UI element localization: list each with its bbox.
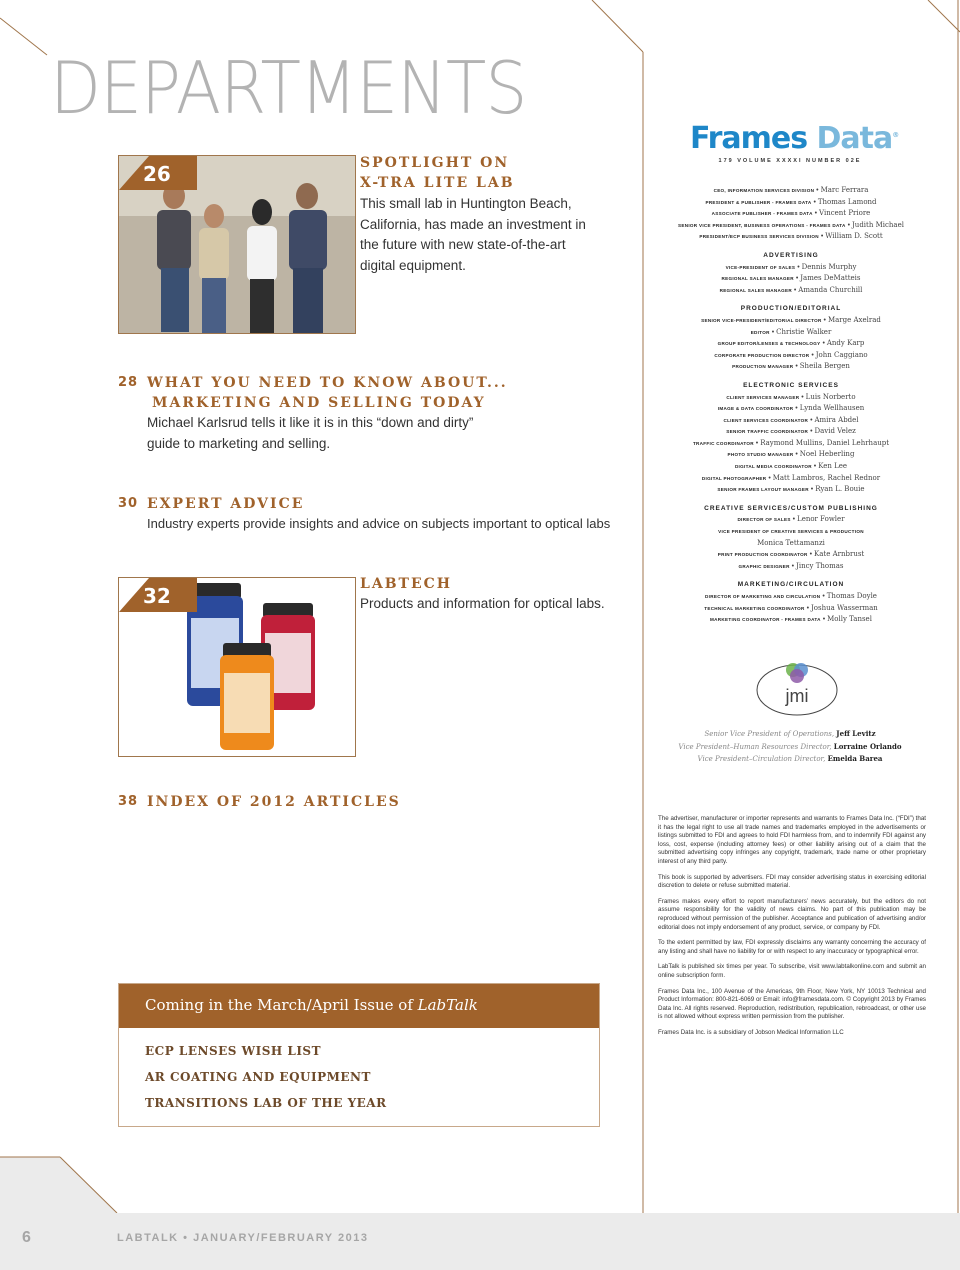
staff-name: John Caggiano (815, 350, 868, 359)
masthead-row (660, 614, 922, 626)
bullet-separator: • (818, 233, 826, 241)
masthead-row (660, 350, 922, 362)
officers-list (656, 728, 924, 766)
staff-name: David Velez (814, 427, 856, 436)
staff-name: Sheila Bergen (799, 362, 850, 371)
bullet-separator: • (789, 562, 797, 570)
bullet-separator: • (814, 187, 821, 194)
staff-name: Amira Abdel (814, 415, 859, 424)
masthead-row (660, 262, 922, 274)
staff-role: REGIONAL SALES MANAGER (721, 276, 794, 282)
staff-role: ASSOCIATE PUBLISHER - FRAMES DATA (711, 211, 813, 217)
staff-role: GRAPHIC DESIGNER (738, 563, 790, 569)
bullet-separator: • (804, 604, 811, 612)
footer-publication: LABTALK • JANUARY/FEBRUARY 2013 (117, 1232, 369, 1244)
masthead-row (660, 426, 922, 438)
masthead-row (660, 449, 922, 461)
staff-role: TECHNICAL MARKETING COORDINATOR (704, 605, 805, 611)
bullet-separator: • (811, 463, 819, 471)
masthead-row (660, 392, 922, 404)
bullet-separator: • (808, 428, 815, 436)
bullet-separator: • (793, 275, 801, 283)
staff-role: SENIOR VICE-PRESIDENT/EDITORIAL DIRECTOR (701, 317, 822, 323)
staff-name: Judith Michael (852, 220, 904, 229)
story-30-blurb: Industry experts provide insights and advice on subjects important to optical labs (147, 516, 611, 531)
masthead-row (660, 549, 922, 561)
story-page-number: 38 (118, 794, 139, 809)
coming-next-issue-box (118, 983, 600, 1127)
coming-item: AR COATING AND EQUIPMENT (145, 1070, 371, 1084)
staff-role: GROUP EDITOR/LENSES & TECHNOLOGY (717, 341, 821, 347)
headline-line: X-TRA LITE LAB (360, 175, 515, 191)
staff-role: DIRECTOR OF MARKETING AND CIRCULATION (705, 594, 821, 599)
staff-name: Ken Lee (818, 462, 848, 471)
masthead-row (660, 338, 922, 350)
officer-name: Lorraine Orlando (833, 741, 902, 751)
staff-name: Lynda Wellhausen (799, 404, 865, 413)
staff-name: Marge Axelrad (827, 315, 881, 324)
story-32-headline[interactable]: LABTECH (360, 576, 452, 592)
staff-name: Marc Ferrara (820, 186, 869, 194)
bullet-separator: • (793, 405, 800, 413)
story-26-photo[interactable] (118, 155, 356, 334)
legal-paragraph: Frames Data Inc. is a subsidiary of Jobson Medical Information LLC (658, 1028, 844, 1036)
masthead-row (660, 603, 922, 615)
staff-role: CLIENT SERVICES MANAGER (726, 394, 800, 400)
legal-paragraph: LabTalk is published six times per year. To subscribe, visit www.labtalkonline.com and submit an online subscription form. (658, 963, 926, 979)
staff-role: DIGITAL MEDIA COORDINATOR (734, 464, 812, 470)
bullet-separator: • (809, 351, 816, 359)
masthead-row (660, 327, 922, 339)
legal-paragraph: Frames makes every effort to report manufacturers’ news accurately, but the editors do not assume responsibility for the validity of news claims. No part of this publication may be reproduced without permission of the publisher. Acceptance and publication of advertising and/or editorial does not imply endorsement of any product, service, or company by FDI. (658, 897, 926, 931)
masthead-row (660, 315, 922, 327)
masthead-row (660, 197, 922, 209)
bullet-separator: • (821, 316, 828, 324)
staff-role: TRAFFIC COORDINATOR (692, 440, 754, 446)
staff-role: CEO, INFORMATION SERVICES DIVISION (713, 188, 815, 193)
story-28-headline[interactable] (147, 373, 508, 413)
staff-name: William D. Scott (825, 232, 883, 241)
staff-role: PRESIDENT/ECP BUSINESS SERVICES DIVISION (699, 234, 819, 240)
headline-line: SPOTLIGHT ON (360, 155, 510, 171)
masthead-section-heading: CREATIVE SERVICES/CUSTOM PUBLISHING (704, 504, 878, 512)
bullet-separator: • (793, 451, 800, 459)
story-38-headline[interactable]: INDEX OF 2012 ARTICLES (147, 794, 401, 810)
masthead-row (660, 185, 922, 197)
officer-title: Vice President–Circulation Director, (697, 755, 828, 763)
story-number: 26 (143, 162, 171, 186)
legal-notice (658, 815, 926, 1044)
staff-name: Jincy Thomas (796, 561, 844, 570)
bullet-separator: • (769, 328, 777, 336)
masthead-row (660, 285, 922, 297)
staff-name: Vincent Priore (819, 209, 871, 218)
blurb-line: Michael Karlsrud tells it like it is in this “down and dirty” (147, 415, 474, 430)
staff-name: Ryan L. Bouie (815, 485, 865, 494)
blurb-line: This small lab in Huntington Beach, (360, 196, 572, 211)
frames-data-logo (690, 121, 899, 156)
blurb-line: guide to marketing and selling. (147, 435, 331, 451)
blurb-line: digital equipment. (360, 257, 466, 273)
staff-role: PRESIDENT & PUBLISHER - FRAMES DATA (705, 199, 812, 205)
headline-line: WHAT YOU NEED TO KNOW ABOUT... (147, 375, 508, 391)
staff-name: Raymond Mullins, Daniel Lehrhaupt (760, 438, 890, 447)
staff-role: VICE-PRESIDENT OF SALES (725, 264, 796, 270)
jmi-logo (755, 660, 839, 716)
masthead-section-heading: ELECTRONIC SERVICES (743, 381, 839, 389)
bullet-separator: • (807, 551, 814, 559)
officer-row (656, 753, 924, 766)
staff-name: Amanda Churchill (798, 285, 863, 294)
staff-role: SENIOR FRAMES LAYOUT MANAGER (717, 487, 809, 493)
page-number: 6 (22, 1229, 31, 1246)
bullet-separator: • (845, 221, 852, 229)
masthead-row (660, 484, 922, 496)
staff-name: Andy Karp (826, 339, 865, 348)
staff-name: Kate Arnbrust (814, 550, 865, 559)
title-prefix: Coming in the March/April Issue of (145, 996, 418, 1014)
coming-next-issue-title (145, 996, 478, 1014)
bullet-separator: • (795, 263, 802, 271)
staff-name: Luis Norberto (805, 392, 856, 401)
registered-mark: ® (892, 131, 899, 139)
masthead-row (660, 438, 922, 450)
story-number: 32 (143, 584, 171, 608)
bullet-separator: • (766, 474, 773, 482)
staff-name: Thomas Lamond (817, 197, 877, 206)
staff-name: Thomas Doyle (826, 592, 877, 600)
staff-role: CLIENT SERVICES COORDINATOR (723, 417, 809, 423)
masthead-row (660, 361, 922, 373)
masthead-row (660, 231, 922, 243)
staff-name: Matt Lambros, Rachel Rednor (772, 473, 881, 482)
bullet-separator: • (808, 486, 816, 494)
story-page-number: 28 (118, 375, 139, 390)
masthead-staff (660, 185, 922, 626)
staff-role: SENIOR VICE PRESIDENT, BUSINESS OPERATIONS - FRAMES DATA (678, 222, 846, 228)
masthead-row (660, 538, 922, 550)
story-28-blurb (147, 413, 473, 454)
masthead-row (660, 514, 922, 526)
bullet-separator: • (820, 593, 827, 600)
bullet-separator: • (790, 516, 798, 524)
staff-role: DIRECTOR OF SALES (737, 517, 791, 523)
masthead-section-heading: PRODUCTION/EDITORIAL (740, 305, 842, 313)
staff-name: Monica Tettamanzi (757, 538, 825, 547)
staff-role: REGIONAL SALES MANAGER (719, 287, 792, 293)
bullet-separator: • (808, 416, 815, 424)
officer-name: Jeff Levitz (836, 729, 876, 738)
staff-name: Noel Heberling (799, 450, 855, 459)
masthead-row (660, 561, 922, 573)
staff-role: PRINT PRODUCTION COORDINATOR (717, 552, 808, 558)
officer-title: Senior Vice President of Operations, (704, 730, 837, 738)
masthead-section-heading: ADVERTISING (763, 251, 819, 259)
legal-paragraph: Frames Data Inc., 100 Avenue of the Americas, 9th Floor, New York, NY 10013 Technical and Product Information: 800-821-6069 or Email: info@framesdata.com. © Copyright 2013 by Frames Data Inc. All rights reserved. Reproduction, redistribution, republication, rebroadcast, or other use is not allowed without express written permission from the publisher. (658, 987, 926, 1021)
publication-name: LabTalk (417, 996, 478, 1014)
bullet-separator: • (820, 340, 827, 348)
staff-role: DIGITAL PHOTOGRAPHER (701, 475, 767, 481)
masthead-row (660, 403, 922, 415)
legal-paragraph: This book is supported by advertisers. FDI may consider advertising status in exercising editorial discretion to delete or refuse submitted material. (658, 873, 926, 890)
story-26-headline[interactable] (360, 153, 515, 193)
bullet-separator: • (799, 393, 806, 401)
headline-line: MARKETING AND SELLING TODAY (152, 395, 486, 411)
masthead-row (660, 461, 922, 473)
masthead-row (660, 415, 922, 427)
masthead-row (660, 208, 922, 220)
staff-name: James DeMatteis (800, 274, 861, 283)
masthead-row (660, 473, 922, 485)
staff-role: MARKETING COORDINATOR - FRAMES DATA (710, 617, 821, 623)
bullet-separator: • (791, 286, 799, 294)
bullet-separator: • (793, 363, 800, 371)
bullet-separator: • (811, 198, 818, 206)
coming-item: ECP LENSES WISH LIST (145, 1044, 322, 1058)
legal-paragraph: To the extent permitted by law, FDI expressly disclaims any warranty concerning the accuracy of any listing and shall have no liability for or with respect to any inaccuracy or typographical error. (658, 939, 926, 955)
staff-role: PRODUCTION MANAGER (732, 364, 794, 370)
staff-role: EDITOR (750, 329, 770, 335)
bullet-separator: • (820, 616, 828, 624)
story-32-blurb: Products and information for optical labs. (360, 596, 605, 611)
officer-row (656, 741, 924, 754)
staff-name: Christie Walker (776, 327, 832, 336)
masthead-row (660, 273, 922, 285)
staff-role: VICE PRESIDENT OF CREATIVE SERVICES & PRODUCTION (718, 529, 864, 535)
story-32-photo[interactable] (118, 577, 356, 757)
coming-next-issue-header (119, 984, 599, 1028)
masthead-row (660, 591, 922, 603)
logo-word-2: Data (816, 121, 893, 156)
logo-word-1: Frames (690, 121, 808, 156)
section-title: DEPARTMENTS (50, 46, 527, 130)
masthead-row (660, 526, 922, 538)
officer-row (656, 728, 924, 741)
blurb-line: California, has made an investment in (360, 216, 586, 232)
staff-name: Molly Tansel (827, 615, 872, 624)
bullet-separator: • (812, 210, 820, 218)
staff-role: CORPORATE PRODUCTION DIRECTOR (714, 352, 810, 358)
story-page-number: 30 (118, 496, 139, 511)
staff-name: Lenor Fowler (797, 515, 845, 524)
staff-name: Dennis Murphy (801, 262, 857, 271)
story-30-headline[interactable]: EXPERT ADVICE (147, 496, 305, 512)
coming-item: TRANSITIONS LAB OF THE YEAR (145, 1096, 387, 1110)
blurb-line: the future with new state-of-the-art (360, 237, 566, 252)
staff-role: PHOTO STUDIO MANAGER (727, 452, 794, 458)
officer-title: Vice President–Human Resources Director, (678, 742, 834, 751)
staff-name: Joshua Wasserman (810, 603, 878, 612)
legal-paragraph: The advertiser, manufacturer or importer represents and warrants to Frames Data Inc. (“FDI”) that it has the legal right to use all trade names and trademarks employed in the advertisements or listings submitted to FDI and agrees to hold FDI harmless from, and to indemnify FDI against any loss, cost, expense (including attorney fees) or other liability arising out of a claim that the submitted advertising copy infringes any copyright, trademark, trade name or other proprietary interest of any third party. (658, 815, 926, 865)
bullet-separator: • (753, 439, 761, 447)
officer-name: Emelda Barea (827, 754, 883, 763)
masthead-row (660, 220, 922, 232)
volume-line: 179 VOLUME XXXXI NUMBER 02E (718, 158, 862, 164)
story-26-blurb (360, 194, 586, 276)
staff-role: SENIOR TRAFFIC COORDINATOR (726, 429, 809, 435)
jmi-label: jmi (785, 686, 809, 706)
staff-role: IMAGE & DATA COORDINATOR (717, 406, 794, 412)
masthead-section-heading: MARKETING/CIRCULATION (737, 581, 845, 589)
